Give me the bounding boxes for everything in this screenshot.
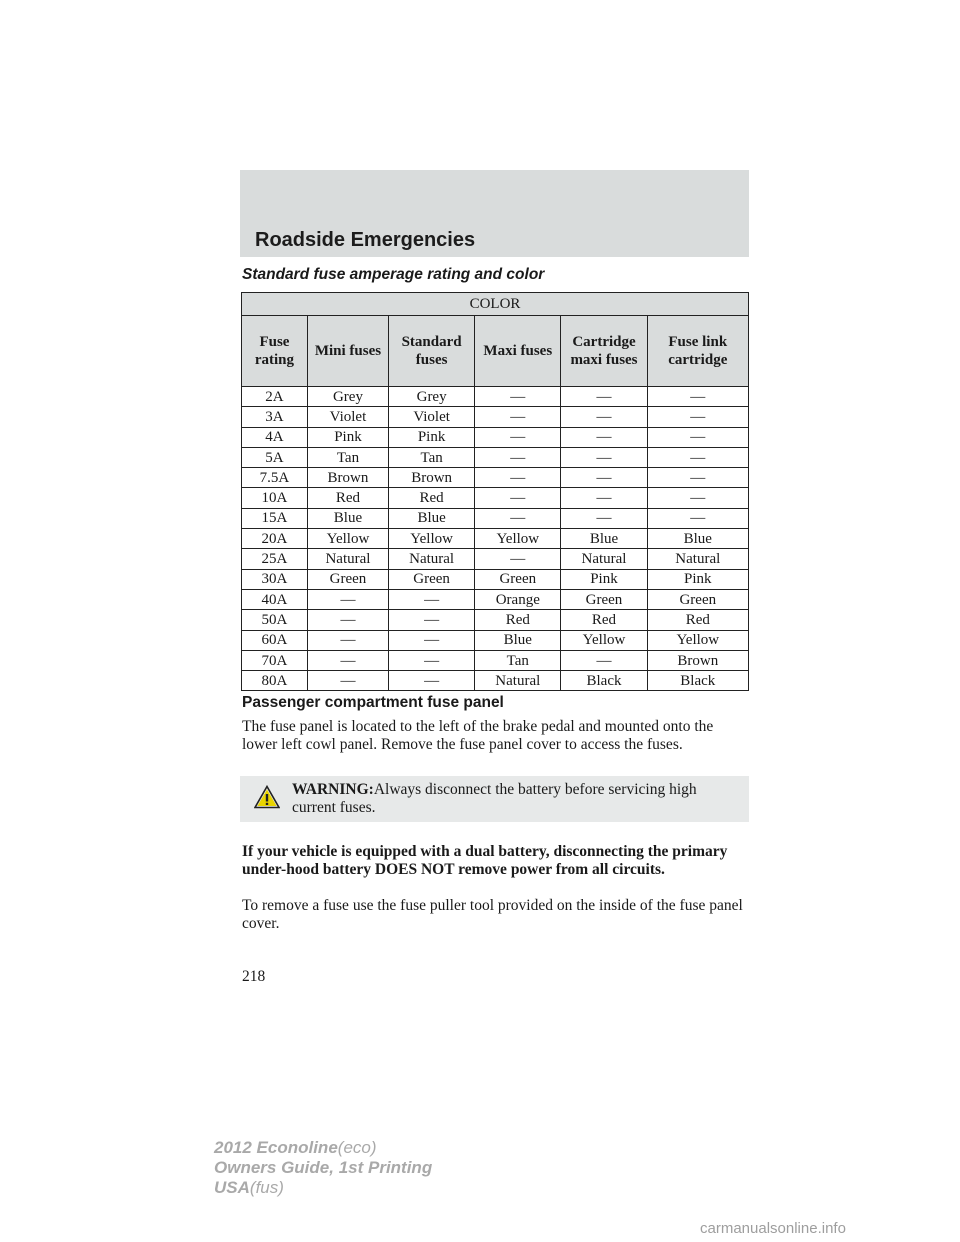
table-cell: — [647, 447, 748, 467]
table-cell: Pink [647, 569, 748, 589]
table-cell: Pink [389, 427, 475, 447]
table-cell: Blue [389, 508, 475, 528]
table-cell: 50A [242, 610, 308, 630]
table-cell: — [389, 589, 475, 609]
table-cell: Brown [307, 468, 388, 488]
fuse-panel-location-text: The fuse panel is located to the left of the brake pedal and mounted onto the lower left cowl panel. Remove the fuse panel cover to access the fuses. [242, 718, 714, 753]
column-header: Cartridge maxi fuses [561, 316, 647, 387]
fuse-table-body [242, 387, 749, 691]
table-cell: Grey [307, 387, 388, 407]
table-cell: — [561, 407, 647, 427]
table-cell: — [475, 407, 561, 427]
table-caption: Standard fuse amperage rating and color [242, 266, 545, 283]
table-cell: — [307, 589, 388, 609]
table-cell: Natural [475, 671, 561, 691]
table-row [242, 549, 749, 569]
dual-battery-note: If your vehicle is equipped with a dual battery, disconnecting the primary under-hood battery DOES NOT remove power from all circuits. [242, 843, 728, 878]
footer-market: USA [214, 1178, 250, 1197]
table-cell: 4A [242, 427, 308, 447]
table-row [242, 407, 749, 427]
table-cell: Orange [475, 589, 561, 609]
table-cell: Brown [389, 468, 475, 488]
table-row [242, 610, 749, 630]
table-cell: Red [647, 610, 748, 630]
table-cell: Violet [389, 407, 475, 427]
column-header: Fuse rating [242, 316, 308, 387]
table-cell: Blue [475, 630, 561, 650]
table-cell: — [647, 407, 748, 427]
table-cell: — [475, 427, 561, 447]
table-cell: Green [307, 569, 388, 589]
table-cell: Green [389, 569, 475, 589]
table-cell: Black [647, 671, 748, 691]
table-cell: Red [389, 488, 475, 508]
table-cell: 5A [242, 447, 308, 467]
table-cell: 80A [242, 671, 308, 691]
table-cell: Tan [307, 447, 388, 467]
table-cell: 60A [242, 630, 308, 650]
table-cell: 10A [242, 488, 308, 508]
table-cell: Green [561, 589, 647, 609]
table-cell: — [475, 488, 561, 508]
footer-printing: Owners Guide, 1st Printing [214, 1158, 433, 1177]
table-cell: Yellow [307, 529, 388, 549]
table-row [242, 468, 749, 488]
table-cell: Pink [307, 427, 388, 447]
table-cell: Red [475, 610, 561, 630]
fuse-removal-text: To remove a fuse use the fuse puller tool provided on the inside of the fuse panel cover. [242, 897, 743, 932]
table-cell: 3A [242, 407, 308, 427]
column-header: Fuse link cartridge [647, 316, 748, 387]
table-row [242, 630, 749, 650]
table-cell: Green [475, 569, 561, 589]
table-cell: — [475, 468, 561, 488]
passenger-fuse-panel-heading: Passenger compartment fuse panel [242, 694, 504, 711]
table-cell: — [389, 650, 475, 670]
table-row [242, 508, 749, 528]
table-cell: — [561, 427, 647, 447]
table-cell: Yellow [389, 529, 475, 549]
table-cell: — [389, 610, 475, 630]
table-cell: Red [561, 610, 647, 630]
table-cell: — [647, 427, 748, 447]
section-title: Roadside Emergencies [255, 229, 476, 251]
table-cell: — [307, 650, 388, 670]
table-cell: — [475, 508, 561, 528]
table-cell: Tan [475, 650, 561, 670]
table-cell: — [561, 650, 647, 670]
table-cell: 25A [242, 549, 308, 569]
table-row [242, 447, 749, 467]
table-cell: Violet [307, 407, 388, 427]
table-cell: Black [561, 671, 647, 691]
table-cell: — [647, 387, 748, 407]
table-cell: 2A [242, 387, 308, 407]
table-row [242, 427, 749, 447]
table-cell: Natural [389, 549, 475, 569]
table-cell: — [561, 468, 647, 488]
document-footer [214, 1138, 432, 1198]
table-cell: — [475, 387, 561, 407]
table-cell: Yellow [647, 630, 748, 650]
table-cell: — [561, 488, 647, 508]
table-cell: Natural [561, 549, 647, 569]
table-cell: 15A [242, 508, 308, 528]
table-cell: — [475, 549, 561, 569]
warning-text [292, 781, 742, 817]
table-cell: Blue [561, 529, 647, 549]
table-cell: 30A [242, 569, 308, 589]
table-cell: Green [647, 589, 748, 609]
table-row [242, 569, 749, 589]
table-cell: — [647, 508, 748, 528]
table-cell: — [647, 468, 748, 488]
fuse-color-table [241, 292, 749, 691]
table-cell: Brown [647, 650, 748, 670]
warning-message: Always disconnect the battery before servicing high current fuses. [292, 781, 697, 816]
table-cell: Yellow [475, 529, 561, 549]
table-cell: — [307, 610, 388, 630]
table-cell: — [647, 488, 748, 508]
table-cell: — [389, 671, 475, 691]
table-cell: — [561, 508, 647, 528]
page-number: 218 [242, 968, 266, 985]
table-cell: Pink [561, 569, 647, 589]
column-header: Standard fuses [389, 316, 475, 387]
watermark-text: carmanualsonline.info [700, 1220, 846, 1237]
table-cell: Blue [647, 529, 748, 549]
table-cell: Natural [307, 549, 388, 569]
footer-model: 2012 Econoline [214, 1138, 338, 1157]
table-cell: — [307, 630, 388, 650]
footer-model-code: (eco) [337, 1138, 377, 1157]
table-cell: 7.5A [242, 468, 308, 488]
table-cell: — [475, 447, 561, 467]
table-cell: Blue [307, 508, 388, 528]
table-cell: Tan [389, 447, 475, 467]
table-row [242, 488, 749, 508]
table-row [242, 671, 749, 691]
table-cell: — [561, 387, 647, 407]
table-cell: — [389, 630, 475, 650]
footer-market-code: (fus) [249, 1178, 284, 1197]
table-cell: — [561, 447, 647, 467]
table-cell: 70A [242, 650, 308, 670]
table-row [242, 387, 749, 407]
table-row [242, 589, 749, 609]
column-header: Maxi fuses [475, 316, 561, 387]
table-cell: 40A [242, 589, 308, 609]
table-cell: Yellow [561, 630, 647, 650]
table-row [242, 650, 749, 670]
color-group-header: COLOR [242, 293, 749, 316]
table-cell: Red [307, 488, 388, 508]
warning-triangle-icon [254, 785, 280, 809]
table-cell: — [307, 671, 388, 691]
warning-label: WARNING: [292, 781, 374, 798]
table-row [242, 529, 749, 549]
table-cell: Natural [647, 549, 748, 569]
table-cell: 20A [242, 529, 308, 549]
column-header: Mini fuses [307, 316, 388, 387]
table-cell: Grey [389, 387, 475, 407]
